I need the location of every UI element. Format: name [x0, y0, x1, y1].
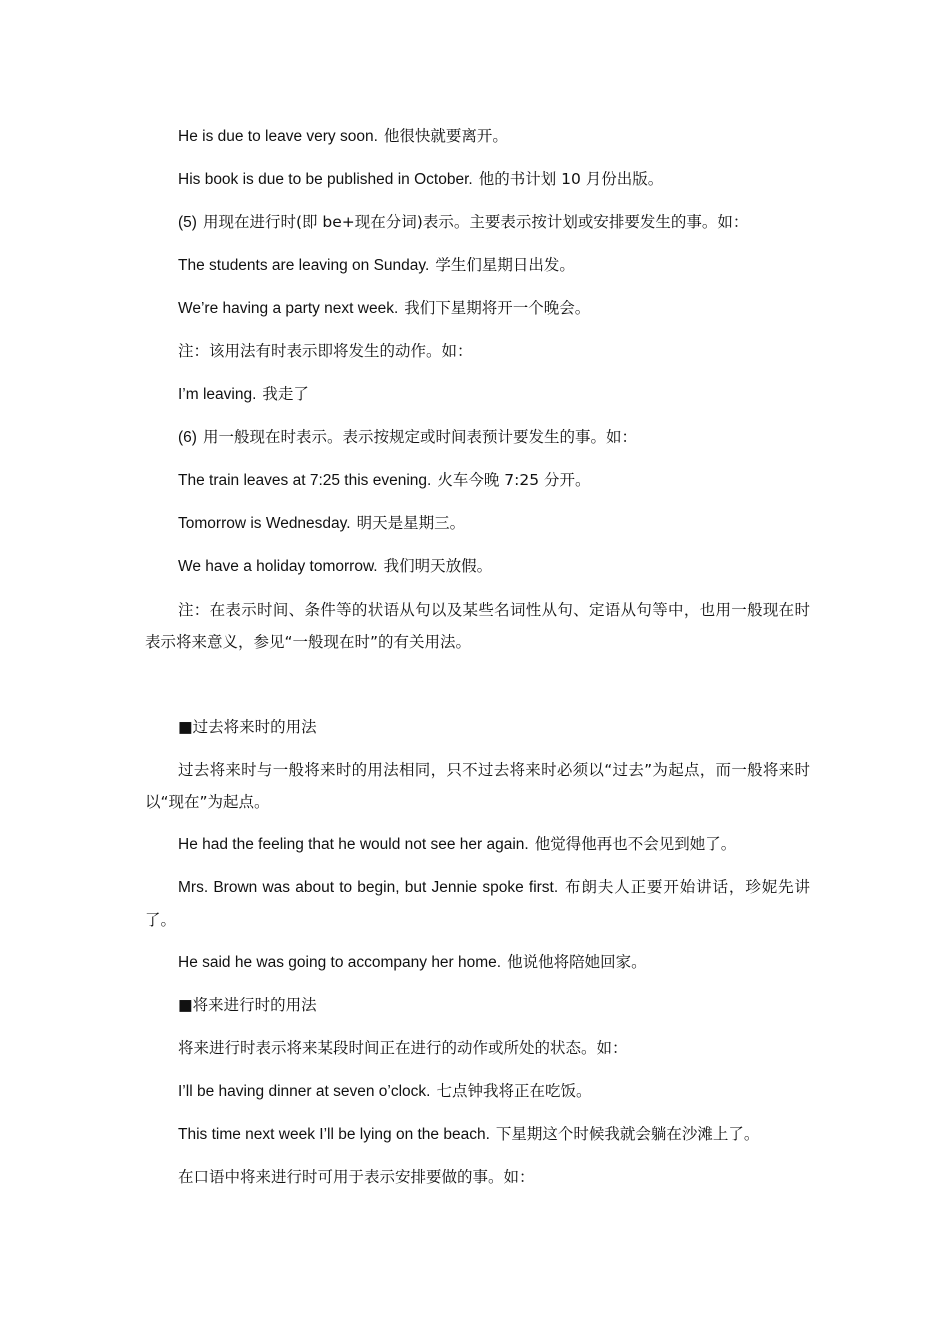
- example-line: [178, 1124, 759, 1145]
- note-text: 在口语中将来进行时可用于表示安排要做的事。如：: [178, 1168, 535, 1186]
- example-line: [178, 169, 663, 190]
- english-sentence: Tomorrow is Wednesday.: [178, 515, 351, 532]
- english-sentence: The students are leaving on Sunday.: [178, 257, 430, 274]
- english-sentence: Mrs. Brown was about to begin, but Jennie spoke first.: [178, 879, 559, 896]
- section-intro-past-future: 过去将来时与一般将来时的用法相同，只不过去将来时必须以“过去”为起点，而一般将来时以“现在”为起点。: [145, 761, 810, 811]
- example-line: [178, 1081, 591, 1102]
- example-line: [178, 298, 590, 319]
- chinese-translation: 他觉得他再也不会见到她了。: [534, 835, 737, 853]
- example-line: [178, 255, 575, 276]
- note-line: [178, 341, 473, 361]
- chinese-translation: 学生们星期日出发。: [435, 256, 575, 274]
- english-sentence: He said he was going to accompany her home.: [178, 954, 502, 971]
- english-sentence: He is due to leave very soon.: [178, 128, 378, 145]
- english-sentence: He had the feeling that he would not see her again.: [178, 836, 529, 853]
- note-paragraph: 注：在表示时间、条件等的状语从句以及某些名词性从句、定语从句等中，也用一般现在时表示将来意义，参见“一般现在时”的有关用法。: [145, 601, 810, 651]
- example-line: [178, 384, 309, 405]
- chinese-translation: 火车今晚 7:25 分开。: [437, 471, 591, 489]
- rule-line: [178, 427, 637, 448]
- intro-text: 将来进行时表示将来某段时间正在进行的动作或所处的状态。如：: [178, 1039, 628, 1057]
- rule-text: 用现在进行时(即 be+现在分词)表示。主要表示按计划或安排要发生的事。如：: [202, 213, 749, 231]
- english-sentence: I’ll be having dinner at seven o’clock.: [178, 1083, 431, 1100]
- chinese-translation: 他很快就要离开。: [383, 127, 508, 145]
- example-line: [178, 513, 465, 534]
- chinese-translation: 我们明天放假。: [383, 557, 493, 575]
- chinese-translation: 七点钟我将正在吃饭。: [436, 1082, 592, 1100]
- section-heading-future-continuous: ■将来进行时的用法: [178, 996, 317, 1014]
- rule-text: 用一般现在时表示。表示按规定或时间表预计要发生的事。如：: [202, 428, 637, 446]
- rule-number: (6): [178, 429, 197, 446]
- example-line: [178, 126, 508, 147]
- note-line: [178, 1167, 535, 1187]
- section-intro-future-continuous: [178, 1038, 628, 1058]
- chinese-translation: 明天是星期三。: [356, 514, 466, 532]
- english-sentence: This time next week I’ll be lying on the beach.: [178, 1126, 490, 1143]
- english-sentence: We have a holiday tomorrow.: [178, 558, 378, 575]
- english-sentence: I’m leaving.: [178, 386, 257, 403]
- chinese-translation: 下星期这个时候我就会躺在沙滩上了。: [495, 1125, 760, 1143]
- chinese-translation: 我走了: [262, 385, 309, 403]
- english-sentence: We’re having a party next week.: [178, 300, 399, 317]
- chinese-translation: 我们下星期将开一个晚会。: [404, 299, 591, 317]
- example-line: [178, 834, 736, 855]
- example-line: [178, 952, 647, 973]
- english-sentence: The train leaves at 7:25 this evening.: [178, 472, 432, 489]
- section-heading-past-future: ■过去将来时的用法: [178, 718, 317, 736]
- example-paragraph: [145, 871, 810, 936]
- rule-line: [178, 212, 748, 233]
- example-line: [178, 556, 492, 577]
- chinese-translation: 他的书计划 10 月份出版。: [478, 170, 664, 188]
- rule-number: (5): [178, 214, 197, 231]
- english-sentence: His book is due to be published in October.: [178, 171, 473, 188]
- example-line: [178, 470, 591, 491]
- chinese-translation: 他说他将陪她回家。: [507, 953, 647, 971]
- chinese-translation: 布朗夫人正要开始讲话，珍妮先讲了。: [145, 878, 810, 929]
- note-text: 注：该用法有时表示即将发生的动作。如：: [178, 342, 473, 360]
